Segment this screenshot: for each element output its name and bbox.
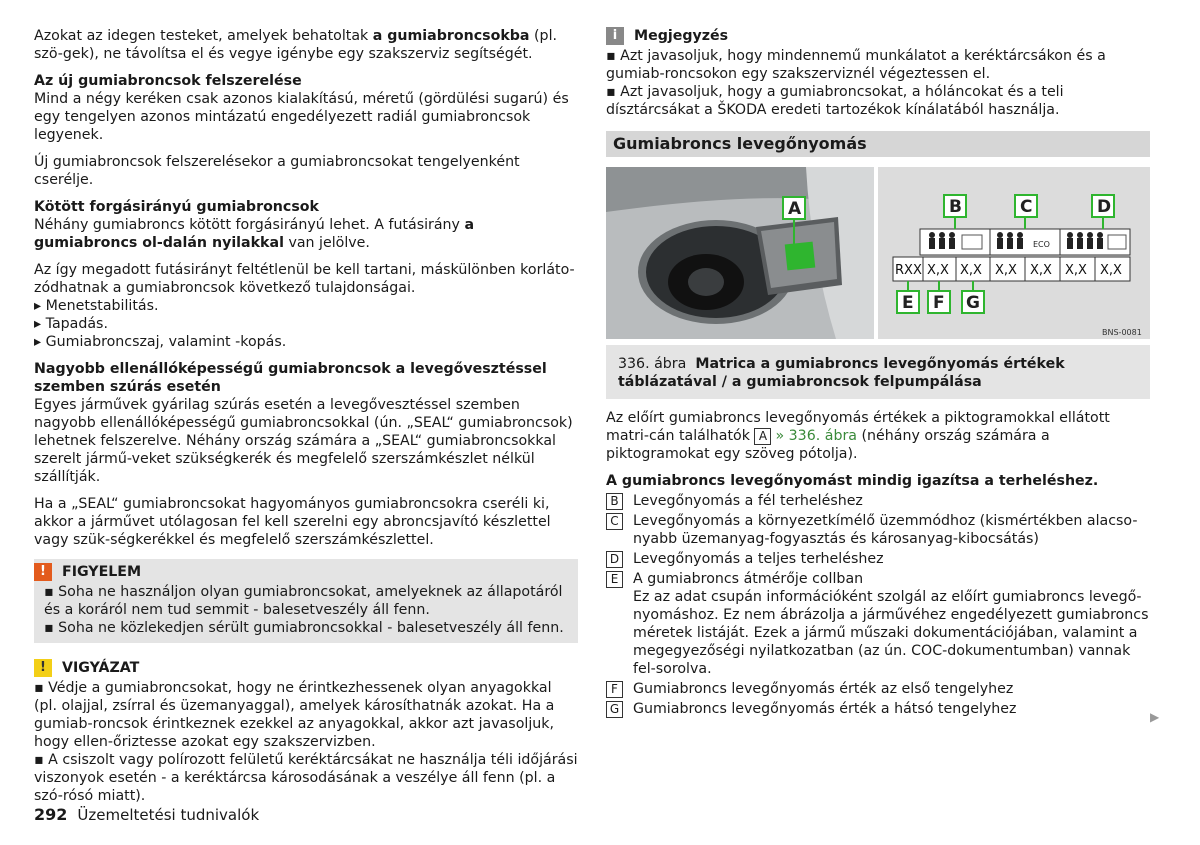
cell-rxx: RXX [895,263,922,278]
warning-item: ▪ Soha ne közlekedjen sérült gumiabroncsokkal - balesetveszély áll fenn. [44,620,564,636]
label-e: E [902,293,914,313]
adjust-heading: A gumiabroncs levegőnyomást mindig igazítsa a terheléshez. [606,473,1099,489]
pressure-intro: Az előírt gumiabroncs levegőnyomás értékek a piktogramokkal ellátott matri-cán találhatók A » 336. ábra (néhány ország számára a piktogramokat egy szöveg pótolja). [606,410,1110,462]
legend-item: D Levegőnyomás a teljes terheléshez [606,550,1150,568]
label-c: C [1020,197,1033,217]
warning-box [34,559,578,643]
section-title: Gumiabroncs levegőnyomás [606,131,1150,157]
new-tyres-heading: Az új gumiabroncsok felszerelése [34,73,302,89]
seal-text: Egyes járművek gyárilag szúrás esetén a levegővesztéssel szemben nagyobb ellenállóképességű gumiabroncsokkal (ún. „SEAL“ gumiabroncsok) lehetnek felszerelve. Néhány ország számára a „SEAL“ gumiabroncsokkal szerelt jármű-veket szükségkerék és megfelelő szerszámkészlet nélkül szállítják. [34,397,573,485]
left-column [34,27,578,805]
cell-value: X,X [995,263,1017,278]
caution-icon: ! [34,659,52,677]
intro-paragraph: Azokat az idegen testeket, amelyek behatoltak a gumiabroncsokba (pl. szö-gek), ne távolítsa el és vegye igénybe egy szakszerviz segítségét. [34,28,558,62]
eco-label: ECO [1033,240,1050,249]
direction-text: Néhány gumiabroncs kötött forgásirányú lehet. A futásirány a gumiabroncs ol-dalán nyilakkal van jelölve. [34,217,475,251]
note-item: ▪ Azt javasoljuk, hogy a gumiabroncsokat, a hóláncokat és a teli dísztárcsákat a ŠKODA eredeti tartozékok kínálatából használja. [606,84,1064,118]
cell-value: X,X [960,263,982,278]
legend-item: E A gumiabroncs átmérője collban Ez az adat csupán információként szolgál az előírt gumiabroncs levegő-nyomáshoz. Ez nem ábrázolja a járművéhez engedélyezett gumiabroncs méretek listáját. Ezek a jármű műszaki dokumentációjában, valamint a megegyezőségi nyilatkozatban (az ún. COC-dokumentumban) vannak fel-sorolva. [606,570,1150,678]
legend-item: F Gumiabroncs levegőnyomás érték az első tengelyhez [606,680,1150,698]
label-f: F [933,293,945,313]
property-item: ▸ Menetstabilitás. [34,298,159,314]
direction-warn: Az így megadott futásirányt feltétlenül be kell tartani, máskülönben korláto-zódhatnak a gumiabroncsok következő tulajdonságai. [34,262,575,296]
label-d: D [1097,197,1112,217]
cell-value: X,X [1100,263,1122,278]
warning-icon: ! [34,563,52,581]
label-g: G [966,293,980,313]
sticker-diagram [878,167,1150,339]
cell-value: X,X [1030,263,1052,278]
page-number: 292 [34,805,68,824]
legend-item: G Gumiabroncs levegőnyomás érték a hátsó tengelyhez [606,700,1150,718]
key-a: A [754,428,771,445]
caution-title: ! VIGYÁZAT [34,659,578,677]
chapter-title: Üzemeltetési tudnivalók [77,806,260,824]
note-item: ▪ Azt javasoljuk, hogy mindennemű munkálatot a keréktárcsákon és a gumiab-roncsokon egy szakszerviznél végeztessen el. [606,48,1106,82]
new-tyres-text: Mind a négy keréken csak azonos kialakítású, méretű (gördülési sugarú) és egy tengelyen azonos mintázatú engedélyezett radiál gumiabroncsok legyenek. [34,91,569,143]
new-tyres-axle: Új gumiabroncsok felszerelésekor a gumiabroncsokat tengelyenként cserélje. [34,154,520,188]
direction-heading: Kötött forgásirányú gumiabroncsok [34,199,319,215]
warning-title: ! FIGYELEM [34,563,570,581]
label-b: B [949,197,962,217]
legend-item: B Levegőnyomás a fél terheléshez [606,492,1150,510]
property-item: ▸ Gumiabroncszaj, valamint -kopás. [34,334,287,350]
figure-link[interactable]: » 336. ábra [775,428,857,444]
cell-value: X,X [1065,263,1087,278]
continue-arrow-icon: ▶ [1150,710,1160,724]
figure-caption: 336. ábra Matrica a gumiabroncs levegőnyomás értékek táblázatával / a gumiabroncsok felpumpálása [606,345,1150,399]
caution-item: ▪ Védje a gumiabroncsokat, hogy ne érintkezhessenek olyan anyagokkal (pl. olajjal, zsírral és üzemanyaggal), amelyek károsíthatnák azokat. Ha a gumiab-roncsok érintkeznek ezekkel az anyagokkal, akkor azt javasoljuk, hogy ellen-őriztesse azokat egy szakszervizben. [34,680,555,750]
note-title: i Megjegyzés [606,27,1150,45]
figure-code: BNS-0081 [1102,328,1142,337]
property-item: ▸ Tapadás. [34,316,108,332]
warning-item: ▪ Soha ne használjon olyan gumiabroncsokat, amelyeknek az állapotáról és a koráról nem tud semmit - balesetveszély áll fenn. [44,584,563,618]
label-a: A [788,199,802,219]
page-footer [34,806,259,824]
legend-item: C Levegőnyomás a környezetkímélő üzemmódhoz (kismértékben alacso-nyabb üzemanyag-fogyasztás és károsanyag-kibocsátás) [606,512,1150,548]
figure-336 [606,167,1150,339]
seal-heading: Nagyobb ellenállóképességű gumiabroncsok a levegővesztéssel szemben szúrás esetén [34,361,547,395]
info-icon: i [606,27,624,45]
cell-value: X,X [927,263,949,278]
seal-text-2: Ha a „SEAL“ gumiabroncsokat hagyományos gumiabroncsokra cseréli ki, akkor a járművet utólagosan fel kell szerelni egy abroncsjavító készlettel vagy szük-ségkerékkel és megfelelő szerszámkészlettel. [34,496,551,548]
right-column [606,27,1150,720]
caution-item: ▪ A csiszolt vagy polírozott felületű keréktárcsákat ne használja téli időjárási viszonyok esetén - a keréktárcsa károsodásának a veszélye áll fenn (pl. a szó-rósó miatt). [34,752,578,804]
